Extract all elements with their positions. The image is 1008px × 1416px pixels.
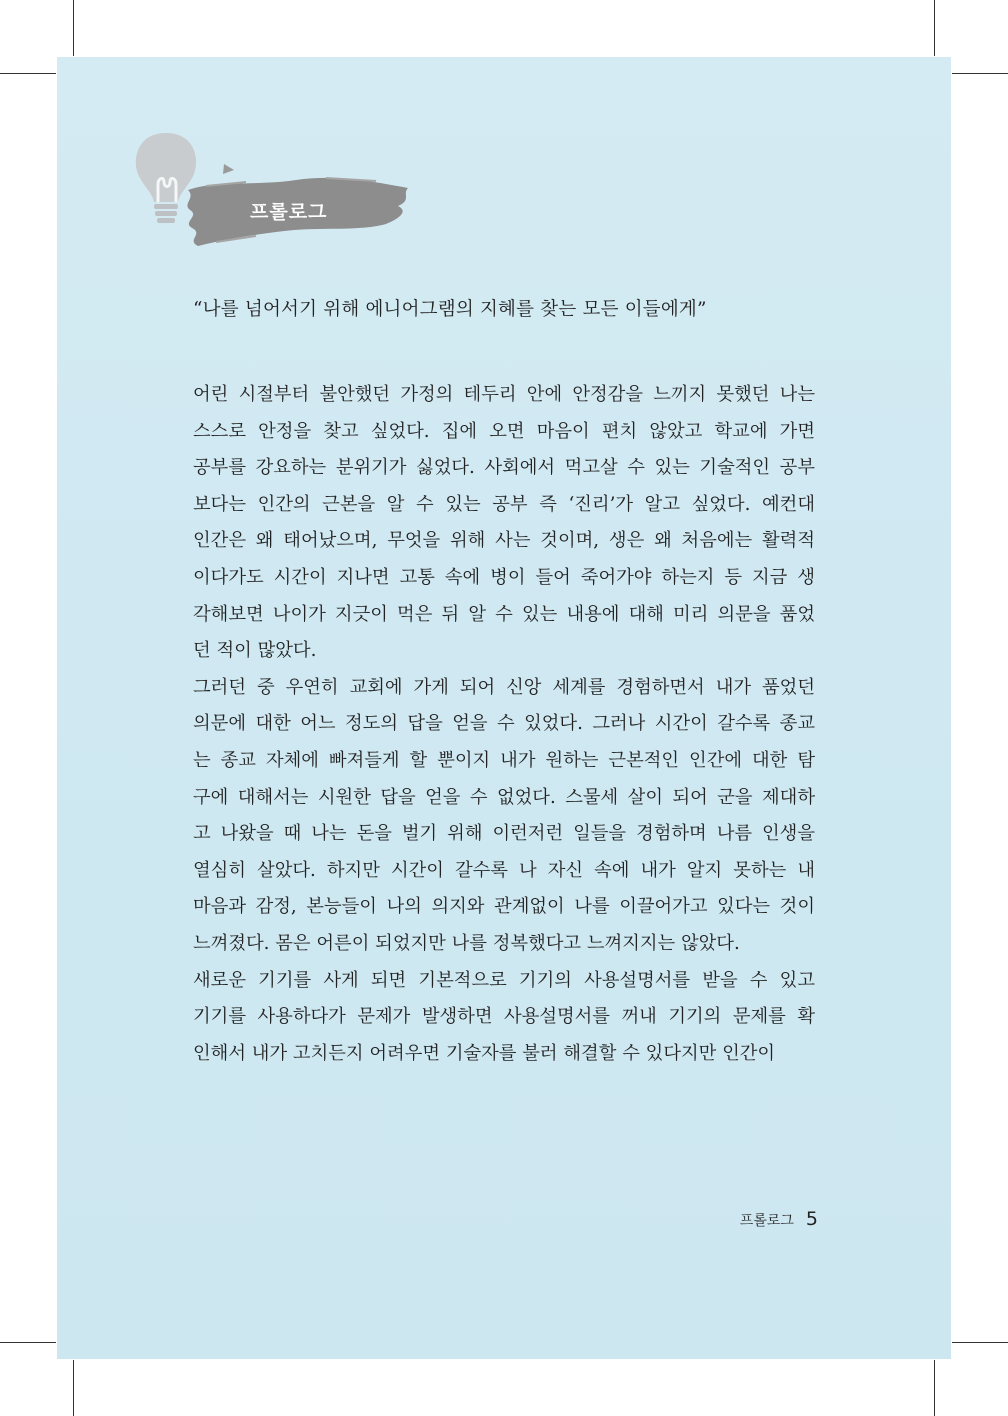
text-line: 구에 대해서는 시원한 답을 얻을 수 없었다. 스물세 살이 되어 군을 제대하 [193, 786, 815, 808]
chapter-title: 프롤로그 [250, 201, 328, 223]
text-line: 스스로 안정을 찾고 싶었다. 집에 오면 마음이 편치 않았고 학교에 가면 [193, 420, 815, 442]
text-line: 이다가도 시간이 지나면 고통 속에 병이 들어 죽어가야 하는지 등 지금 생 [193, 566, 815, 588]
crop-mark [952, 1342, 1008, 1343]
text-line: 새로운 기기를 사게 되면 기본적으로 기기의 사용설명서를 받을 수 있고 [193, 969, 815, 991]
running-head: 프롤로그 [739, 1213, 794, 1229]
text-line: 느껴졌다. 몸은 어른이 되었지만 나를 정복했다고 느껴지지는 않았다. [193, 932, 740, 954]
text-line: 어린 시절부터 불안했던 가정의 테두리 안에 안정감을 느끼지 못했던 나는 [193, 384, 815, 405]
crop-mark [934, 0, 935, 56]
body-text [193, 377, 815, 1072]
text-line: 고 나왔을 때 나는 돈을 벌기 위해 이런저런 일들을 경험하며 나름 인생을 [193, 823, 815, 845]
text-line: 인간은 왜 태어났으며, 무엇을 위해 사는 것이며, 생은 왜 처음에는 활력적 [193, 530, 815, 552]
text-line: 던 적이 많았다. [193, 640, 317, 662]
crop-mark [73, 0, 74, 56]
text-line: 는 종교 자체에 빠져들게 할 뿐이지 내가 원하는 근본적인 인간에 대한 탐 [193, 749, 815, 771]
text-line: 그러던 중 우연히 교회에 가게 되어 신앙 세계를 경험하면서 내가 품었던 [193, 676, 815, 698]
crop-mark [952, 73, 1008, 74]
crop-mark [934, 1360, 935, 1416]
page-footer [740, 1208, 818, 1230]
text-line: 의문에 대한 어느 정도의 답을 얻을 수 있었다. 그러나 시간이 갈수록 종교 [193, 713, 815, 735]
crop-mark [73, 1360, 74, 1416]
text-line: 공부를 강요하는 분위기가 싫었다. 사회에서 먹고살 수 있는 기술적인 공부 [193, 457, 815, 479]
text-line: 인해서 내가 고치든지 어려우면 기술자를 불러 해결할 수 있다지만 인간이 [193, 1042, 776, 1064]
epigraph: “나를 넘어서기 위해 에니어그램의 지혜를 찾는 모든 이들에게” [193, 299, 707, 320]
text-line: 열심히 살았다. 하지만 시간이 갈수록 나 자신 속에 내가 알지 못하는 내 [193, 859, 815, 881]
text-line: 마음과 감정, 본능들이 나의 의지와 관계없이 나를 이끌어가고 있다는 것이 [193, 896, 815, 918]
text-line: 기기를 사용하다가 문제가 발생하면 사용설명서를 꺼내 기기의 문제를 확 [193, 1006, 815, 1028]
text-line: 각해보면 나이가 지긋이 먹은 뒤 알 수 있는 내용에 대해 미리 의문을 품었 [193, 603, 815, 625]
text-line: 보다는 인간의 근본을 알 수 있는 공부 즉 ‘진리’가 알고 싶었다. 예컨대 [193, 493, 815, 515]
page-number: 5 [805, 1208, 818, 1230]
crop-mark [0, 73, 56, 74]
crop-mark [0, 1342, 56, 1343]
